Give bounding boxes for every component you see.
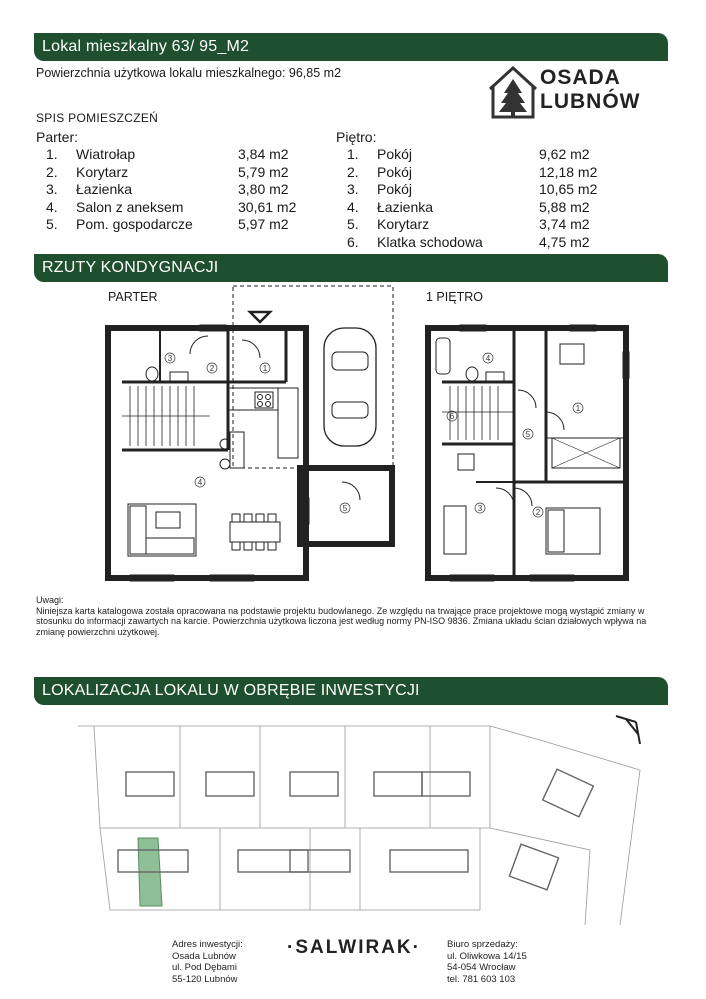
logo-line-1: OSADA (540, 66, 621, 89)
room-area: 30,61 m2 (238, 198, 297, 215)
room-name: Korytarz (76, 163, 129, 180)
room-number: 5. (46, 216, 58, 232)
notes (36, 595, 676, 637)
address-title: Adres inwestycji: (172, 939, 243, 950)
north-arrow-icon (616, 716, 640, 744)
notes-title: Uwagi: (36, 595, 64, 605)
room-area: 10,65 m2 (539, 181, 598, 197)
address-line: Osada Lubnów (172, 950, 236, 962)
room-number: 1. (46, 146, 58, 162)
room-number: 5. (347, 216, 359, 232)
address-block (172, 939, 243, 985)
site-bar (34, 677, 668, 705)
room-area: 5,79 m2 (238, 163, 289, 180)
area-line: Powierzchnia użytkowa lokalu mieszkalnego: 96,85 m2 (36, 66, 342, 80)
ground-title: Parter: (36, 129, 79, 145)
room-number: 4 (197, 478, 203, 487)
room-name: Pokój (377, 181, 413, 197)
room-number: 4. (347, 198, 359, 215)
room-number: 3. (347, 181, 359, 197)
room-area: 5,97 m2 (238, 216, 289, 232)
site-plan (60, 710, 660, 930)
upper-room-list (347, 146, 617, 251)
title-bar (34, 33, 668, 61)
room-number: 2 (209, 364, 215, 373)
room-number: 3. (46, 181, 58, 197)
address-line: ul. Pod Dębami (172, 962, 237, 973)
room-area: 3,84 m2 (238, 146, 289, 162)
room-number: 1. (347, 146, 359, 162)
logo-text (540, 66, 640, 114)
room-row (46, 216, 316, 234)
room-name: Salon z aneksem (76, 198, 184, 215)
upper-plan-label: 1 PIĘTRO (426, 290, 483, 304)
ground-outer-wall (108, 328, 306, 578)
office-title: Biuro sprzedaży: (447, 939, 518, 950)
room-row (347, 146, 617, 164)
room-number: 6. (347, 233, 359, 250)
ground-plan-label: PARTER (108, 290, 158, 304)
notes-text: Niniejsza karta katalogowa została opracowana na podstawie projektu budowlanego. Ze względu na trwające prace projektowe mogą wystąpić zmiany w stosunku do informacji zawartych na karcie. Powierzchnia użytkowa liczona jest według normy PN-ISO 9836. Zmiana układu ścian działowych wpływa na zmianę powierzchni użytkowej. (36, 605, 647, 637)
room-number: 4 (485, 354, 491, 363)
room-row (347, 234, 617, 252)
room-area: 9,62 m2 (539, 146, 590, 162)
room-number: 3 (167, 354, 173, 363)
office-line: 54-054 Wrocław (447, 962, 516, 973)
room-number: 6 (449, 412, 455, 421)
room-row (347, 199, 617, 217)
brand-logo: ·SALWIRAK· (287, 937, 421, 958)
room-number: 5 (342, 504, 348, 513)
room-area: 12,18 m2 (539, 163, 598, 180)
room-name: Korytarz (377, 216, 430, 232)
site-title: LOKALIZACJA LOKALU W OBRĘBIE INWESTYCJI (42, 682, 420, 699)
plans-title: RZUTY KONDYGNACJI (42, 259, 219, 276)
room-name: Wiatrołap (76, 146, 136, 162)
room-number: 5 (525, 430, 531, 439)
room-area: 3,80 m2 (238, 181, 289, 197)
office-line: ul. Oliwkowa 14/15 (447, 950, 527, 962)
upper-title: Piętro: (336, 129, 377, 145)
upper-outer-wall (428, 328, 626, 578)
room-name: Klatka schodowa (377, 233, 483, 250)
room-area: 4,75 m2 (539, 233, 590, 250)
office-line: tel. 781 603 103 (447, 973, 516, 985)
plans-bar (34, 254, 668, 282)
room-row (46, 146, 316, 164)
office-block (447, 939, 527, 985)
room-row (347, 164, 617, 182)
room-row (46, 199, 316, 217)
room-name: Łazienka (377, 198, 434, 215)
room-area: 5,88 m2 (539, 198, 590, 215)
room-number: 3 (477, 504, 483, 513)
page-title: Lokal mieszkalny 63/ 95_M2 (42, 38, 250, 55)
room-name: Pom. gospodarcze (76, 216, 193, 232)
floor-plans (100, 282, 640, 582)
room-row (46, 164, 316, 182)
logo-line-2: LUBNÓW (540, 90, 641, 113)
room-number: 4. (46, 198, 58, 215)
room-row (347, 216, 617, 234)
room-number: 1 (262, 364, 268, 373)
room-number: 2. (46, 163, 58, 180)
room-row (347, 181, 617, 199)
room-name: Pokój (377, 163, 413, 180)
room-number: 2. (347, 163, 359, 180)
room-number: 1 (575, 404, 581, 413)
room-row (46, 181, 316, 199)
rooms-heading: SPIS POMIESZCZEŃ (36, 111, 159, 125)
room-area: 3,74 m2 (539, 216, 590, 232)
room-name: Łazienka (76, 181, 133, 197)
room-name: Pokój (377, 146, 413, 162)
address-line: 55-120 Lubnów (172, 973, 238, 985)
car-icon (324, 328, 376, 446)
ground-room-list (46, 146, 316, 234)
room-number: 2 (535, 508, 541, 517)
